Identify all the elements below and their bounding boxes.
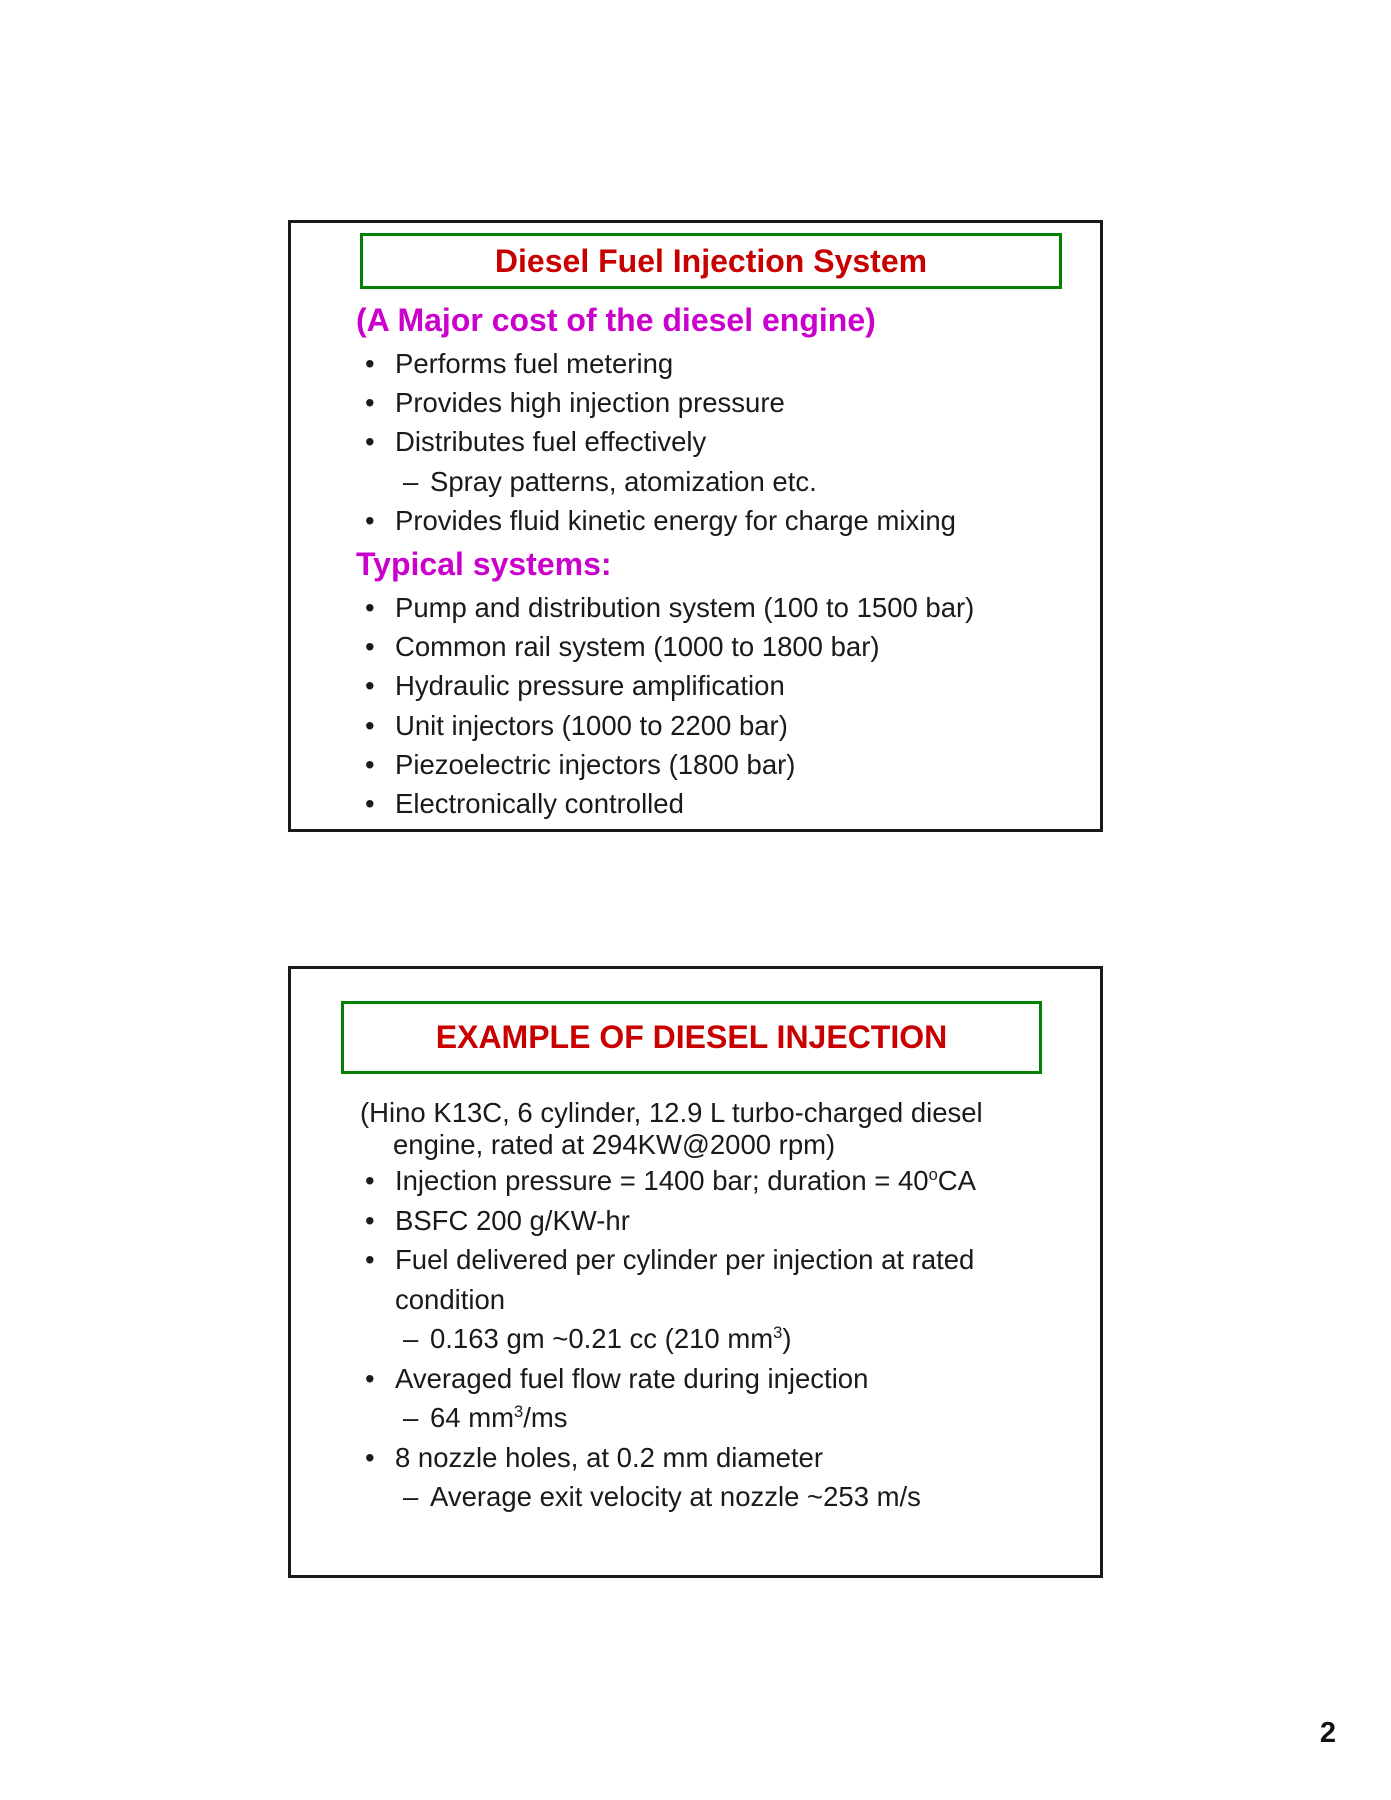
line-text: Common rail system (1000 to 1800 bar) (395, 631, 880, 663)
bullet-icon: • (365, 1441, 375, 1473)
line-text: 64 $mm^3/ms$ (430, 1402, 568, 1433)
line-text: Fuel delivered per cylinder per injection at rated (395, 1244, 975, 1275)
text-line (291, 1097, 1100, 1129)
line-text: Piezoelectric injectors (1800 bar) (395, 748, 796, 780)
line-text: Performs fuel metering (395, 348, 674, 379)
dash-icon: – (403, 465, 419, 497)
bullet-item (291, 1438, 1100, 1478)
bullet-icon: • (365, 387, 375, 419)
line-text: Typical systems: (356, 545, 612, 582)
line-text: Injection pressure = 1400 bar; duration = $40^oCA$ (395, 1165, 976, 1196)
slide-2-title-box (341, 1001, 1042, 1074)
slide-2 (288, 966, 1103, 1578)
line-text: engine, rated at 294KW@2000 rpm) (393, 1129, 836, 1160)
bullet-icon: • (365, 787, 375, 819)
bullet-item (291, 383, 1100, 422)
bullet-icon: • (365, 504, 375, 536)
dash-icon: – (403, 1481, 419, 1512)
superscript: 3 (773, 1323, 783, 1342)
bullet-icon: • (365, 748, 375, 780)
line-text: Unit injectors (1000 to 2200 bar) (395, 709, 788, 741)
sub-bullet-item (291, 462, 1100, 501)
bullet-item (291, 1359, 1100, 1399)
superscript: 3 (514, 1402, 524, 1421)
bullet-item (291, 422, 1100, 461)
slide-1-title-box (360, 233, 1062, 289)
bullet-icon: • (365, 631, 375, 663)
line-text: Distributes fuel effectively (395, 426, 707, 458)
line-text: Electronically controlled (395, 787, 684, 819)
slide-2-content (291, 1097, 1100, 1517)
bullet-item (291, 706, 1100, 745)
slide-1-title: Diesel Fuel Injection System (494, 242, 928, 279)
bullet-icon: • (365, 1165, 375, 1196)
bullet-item (291, 501, 1100, 540)
line-text: Average exit velocity at nozzle ~253 m/s (430, 1481, 921, 1512)
line-text: (Hino K13C, 6 cylinder, 12.9 L turbo-charged diesel (360, 1097, 983, 1128)
bullet-icon: • (365, 426, 375, 458)
bullet-icon: • (365, 1204, 375, 1236)
bullet-item (291, 344, 1100, 383)
line-text: Averaged fuel flow rate during injection (395, 1362, 869, 1394)
line-text: Provides fluid kinetic energy for charge mixing (395, 504, 956, 536)
line-text: Spray patterns, atomization etc. (430, 465, 817, 497)
bullet-item (291, 1201, 1100, 1241)
page-number: 2 (1319, 1717, 1337, 1749)
line-text: 0.163 gm ~0.21 cc (210 $mm^3$) (430, 1323, 792, 1354)
bullet-icon: • (365, 348, 375, 379)
bullet-item (291, 588, 1100, 627)
bullet-item (291, 627, 1100, 666)
sub-bullet-item (291, 1319, 1100, 1359)
bullet-item (291, 1161, 1100, 1201)
section-heading (291, 540, 1100, 588)
bullet-icon: • (365, 670, 375, 702)
text-line-continued (291, 1129, 1100, 1161)
dash-icon: – (403, 1323, 419, 1354)
line-text: condition (395, 1283, 506, 1315)
dash-icon: – (403, 1402, 419, 1433)
bullet-icon: • (365, 1244, 375, 1275)
line-text: 8 nozzle holes, at 0.2 mm diameter (395, 1441, 823, 1473)
sub-bullet-item (291, 1477, 1100, 1517)
bullet-icon: • (365, 591, 375, 623)
bullet-item (291, 784, 1100, 823)
bullet-icon: • (365, 1362, 375, 1394)
bullet-item-continued (291, 1280, 1100, 1320)
bullet-icon: • (365, 709, 375, 741)
superscript: o (928, 1165, 938, 1184)
line-text: BSFC 200 g/KW-hr (395, 1204, 630, 1236)
line-text: Hydraulic pressure amplification (395, 670, 785, 702)
bullet-item (291, 745, 1100, 784)
section-heading (291, 296, 1100, 344)
line-text: Pump and distribution system (100 to 1500 bar) (395, 591, 975, 623)
line-text: (A Major cost of the diesel engine) (356, 302, 876, 338)
line-text: Provides high injection pressure (395, 387, 785, 419)
slide-1-content (291, 296, 1100, 823)
bullet-item (291, 666, 1100, 705)
sub-bullet-item (291, 1398, 1100, 1438)
slide-2-title: EXAMPLE OF DIESEL INJECTION (435, 1019, 948, 1055)
slide-1 (288, 220, 1103, 832)
bullet-item (291, 1240, 1100, 1280)
